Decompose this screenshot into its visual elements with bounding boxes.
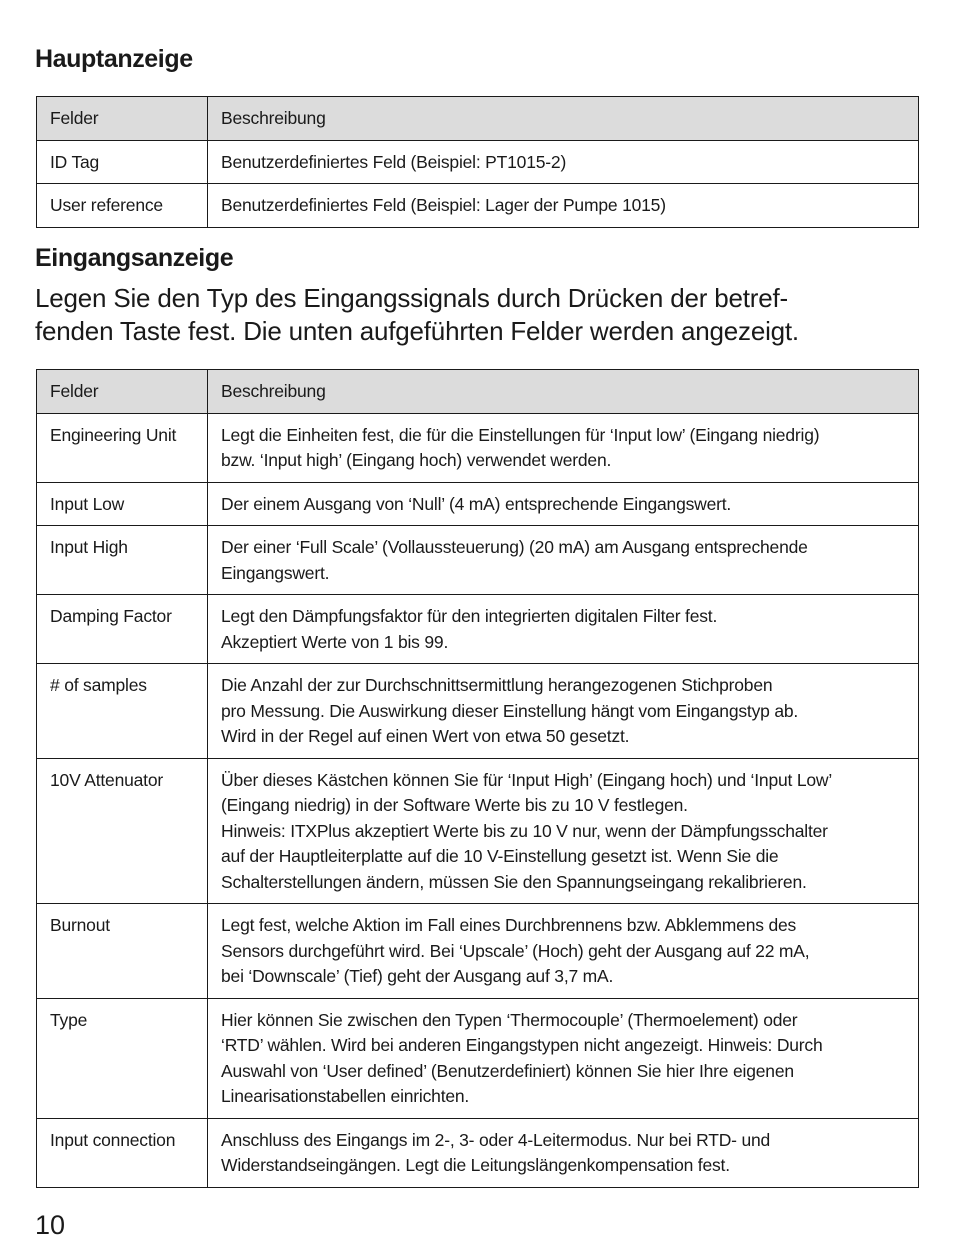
description-line: Der einem Ausgang von ‘Null’ (4 mA) entsprechende Eingangswert. — [221, 493, 732, 514]
description-line: ‘RTD’ wählen. Wird bei anderen Eingangstypen nicht angezeigt. Hinweis: Durch — [221, 1035, 823, 1055]
description-line: auf der Hauptleiterplatte auf die 10 V-Einstellung gesetzt ist. Wenn Sie die — [221, 846, 779, 866]
description-cell — [208, 413, 919, 482]
description-line: Linearisationstabellen einrichten. — [221, 1086, 470, 1106]
description-line: Sensors durchgeführt wird. Bei ‘Upscale’ (Hoch) geht der Ausgang auf 22 mA, — [221, 940, 810, 961]
field-name-cell: Input Low — [37, 482, 208, 526]
description-cell — [208, 1118, 919, 1187]
table-row — [37, 140, 919, 184]
description-line: Wird in der Regel auf einen Wert von etwa 50 gesetzt. — [221, 726, 630, 746]
description-line: Hier können Sie zwischen den Typen ‘Thermocouple’ (Thermoelement) oder — [221, 1009, 798, 1030]
description-cell — [208, 664, 919, 759]
description-line: Benutzerdefiniertes Feld (Beispiel: Lager der Pumpe 1015) — [221, 195, 666, 215]
field-name-cell: 10V Attenuator — [37, 758, 208, 904]
table-row — [37, 413, 919, 482]
table-header-row — [37, 370, 919, 414]
description-line: Eingangswert. — [221, 562, 330, 583]
column-header-beschreibung: Beschreibung — [208, 370, 919, 414]
intro-line: fenden Taste fest. Die unten aufgeführten Felder werden angezeigt. — [35, 316, 799, 346]
description-line: Benutzerdefiniertes Feld (Beispiel: PT1015-2) — [221, 151, 567, 172]
section-heading-hauptanzeige: Hauptanzeige — [35, 45, 193, 73]
description-cell — [208, 184, 919, 228]
description-line: Legt die Einheiten fest, die für die Einstellungen für ‘Input low’ (Eingang niedrig) — [221, 424, 820, 445]
field-name-cell: User reference — [37, 184, 208, 228]
table-header-row — [37, 97, 919, 141]
description-line: bei ‘Downscale’ (Tief) geht der Ausgang auf 3,7 mA. — [221, 966, 614, 986]
description-cell — [208, 526, 919, 595]
table-row — [37, 595, 919, 664]
section-heading-eingangsanzeige: Eingangsanzeige — [35, 244, 234, 272]
table-row — [37, 758, 919, 904]
table-row — [37, 482, 919, 526]
field-name-cell: Input connection — [37, 1118, 208, 1187]
description-cell — [208, 758, 919, 904]
description-line: (Eingang niedrig) in der Software Werte bis zu 10 V festlegen. — [221, 795, 688, 815]
description-cell — [208, 998, 919, 1118]
description-line: Anschluss des Eingangs im 2-, 3- oder 4-Leitermodus. Nur bei RTD- und — [221, 1129, 771, 1150]
description-cell — [208, 595, 919, 664]
description-line: pro Messung. Die Auswirkung dieser Einstellung hängt vom Eingangstyp ab. — [221, 700, 799, 721]
description-line: Widerstandseingängen. Legt die Leitungslängenkompensation fest. — [221, 1155, 730, 1175]
description-line: Schalterstellungen ändern, müssen Sie den Spannungseingang rekalibrieren. — [221, 871, 807, 892]
field-name-cell: Input High — [37, 526, 208, 595]
table-row — [37, 904, 919, 999]
description-line: bzw. ‘Input high’ (Eingang hoch) verwendet werden. — [221, 450, 612, 470]
field-name-cell: # of samples — [37, 664, 208, 759]
description-line: Die Anzahl der zur Durchschnittsermittlung herangezogenen Stichproben — [221, 675, 773, 695]
description-line: Akzeptiert Werte von 1 bis 99. — [221, 631, 449, 652]
description-cell — [208, 482, 919, 526]
description-cell — [208, 904, 919, 999]
field-name-cell: Type — [37, 998, 208, 1118]
field-name-cell: Damping Factor — [37, 595, 208, 664]
table-row — [37, 998, 919, 1118]
description-line: Hinweis: ITXPlus akzeptiert Werte bis zu 10 V nur, wenn der Dämpfungsschalter — [221, 820, 828, 841]
field-name-cell: ID Tag — [37, 140, 208, 184]
description-line: Über dieses Kästchen können Sie für ‘Input High’ (Eingang hoch) und ‘Input Low’ — [221, 769, 833, 790]
field-name-cell: Burnout — [37, 904, 208, 999]
table-row — [37, 526, 919, 595]
table-row — [37, 664, 919, 759]
intro-line: Legen Sie den Typ des Eingangssignals durch Drücken der betref- — [35, 283, 788, 313]
intro-paragraph — [35, 282, 925, 348]
table-eingangsanzeige — [36, 369, 919, 1188]
page-number: 10 — [35, 1210, 66, 1240]
table-hauptanzeige — [36, 96, 919, 228]
description-line: Legt den Dämpfungsfaktor für den integrierten digitalen Filter fest. — [221, 606, 718, 626]
column-header-felder: Felder — [37, 370, 208, 414]
table-row — [37, 1118, 919, 1187]
field-name-cell: Engineering Unit — [37, 413, 208, 482]
description-line: Legt fest, welche Aktion im Fall eines Durchbrennens bzw. Abklemmens des — [221, 915, 797, 935]
table-row — [37, 184, 919, 228]
description-line: Auswahl von ‘User defined’ (Benutzerdefiniert) können Sie hier Ihre eigenen — [221, 1060, 794, 1081]
description-line: Der einer ‘Full Scale’ (Vollaussteuerung) (20 mA) am Ausgang entsprechende — [221, 537, 808, 557]
column-header-beschreibung: Beschreibung — [208, 97, 919, 141]
column-header-felder: Felder — [37, 97, 208, 141]
description-cell — [208, 140, 919, 184]
